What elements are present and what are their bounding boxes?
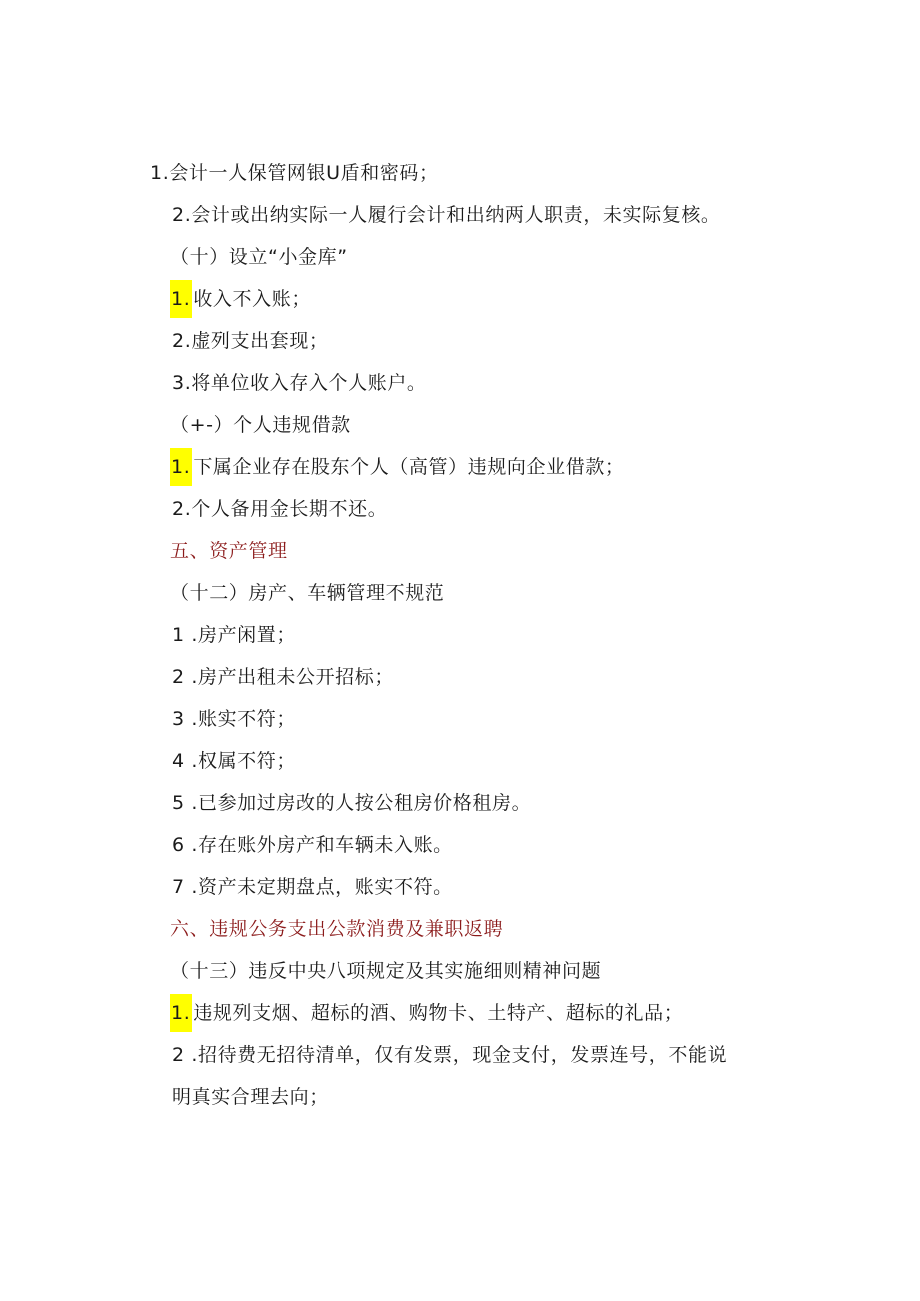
list-item: 6 .存在账外房产和车辆未入账。 (172, 834, 453, 856)
highlighted-marker: 1. (170, 448, 192, 486)
list-item: 2.虚列支出套现； (172, 330, 329, 352)
list-item: 2 .房产出租未公开招标； (172, 666, 394, 688)
list-item: 3.将单位收入存入个人账户。 (172, 372, 427, 394)
list-item: 3 .账实不符； (172, 708, 296, 730)
list-item: 2.个人备用金长期不还。 (172, 498, 388, 520)
list-item: 1 .房产闲置； (172, 624, 296, 646)
section-heading: 五、资产管理 (170, 540, 288, 562)
section-heading: 六、违规公务支出公款消费及兼职返聘 (170, 918, 504, 940)
list-item: 2.会计或出纳实际一人履行会计和出纳两人职责，未实际复核。 (172, 204, 721, 226)
highlighted-marker: 1. (170, 280, 192, 318)
list-item-text: 收入不入账； (193, 288, 311, 310)
list-item-text: 下属企业存在股东个人（高管）违规向企业借款； (193, 456, 625, 478)
highlighted-marker: 1. (170, 994, 192, 1032)
list-item-continuation: 明真实合理去向； (172, 1086, 329, 1108)
list-item: 5 .已参加过房改的人按公租房价格租房。 (172, 792, 532, 814)
list-item (170, 1000, 683, 1026)
list-item: 4 .权属不符； (172, 750, 296, 772)
list-item (170, 286, 311, 312)
section-subheading: （十三）违反中央八项规定及其实施细则精神问题 (170, 960, 602, 982)
section-subheading: （十）设立“小金库” (170, 246, 348, 268)
list-item: 1.会计一人保管网银U盾和密码； (150, 162, 439, 184)
section-subheading: （+-）个人违规借款 (170, 414, 351, 436)
section-subheading: （十二）房产、车辆管理不规范 (170, 582, 445, 604)
list-item: 2 .招待费无招待清单，仅有发票，现金支付，发票连号，不能说 (172, 1044, 728, 1066)
list-item: 7 .资产未定期盘点，账实不符。 (172, 876, 453, 898)
list-item-text: 违规列支烟、超标的酒、购物卡、土特产、超标的礼品； (193, 1002, 684, 1024)
list-item (170, 454, 625, 480)
